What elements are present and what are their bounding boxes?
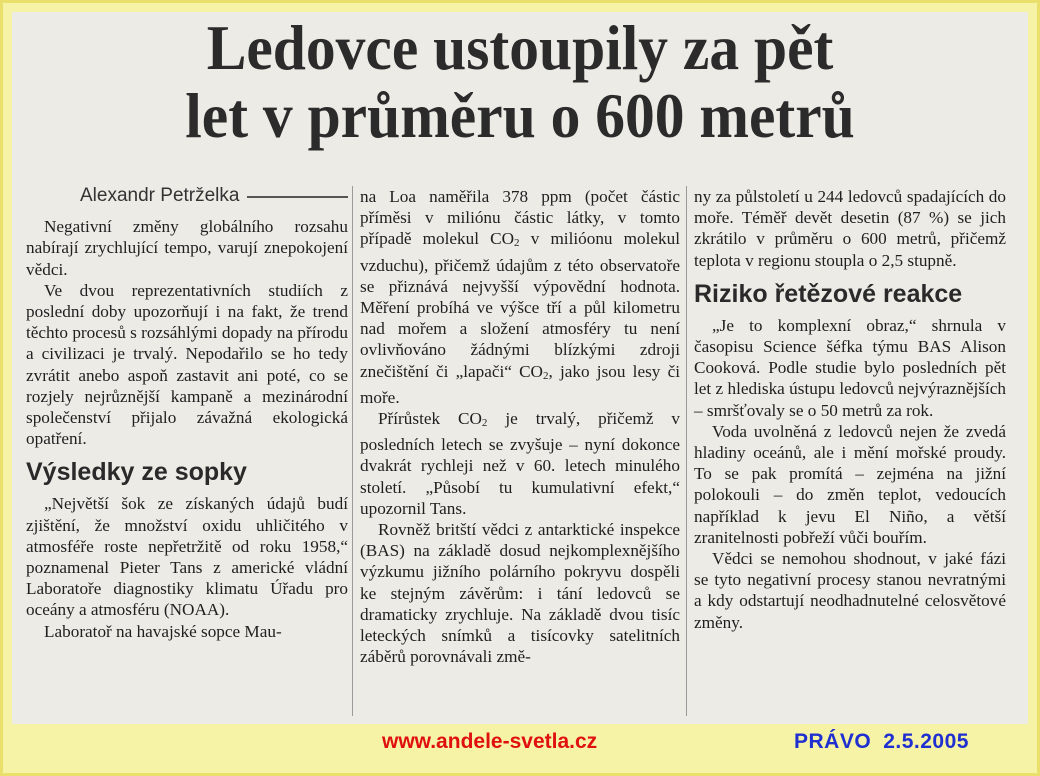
column-3 bbox=[694, 186, 1006, 633]
source-date: 2.5.2005 bbox=[883, 730, 969, 753]
headline-line-2: let v průměru o 600 metrů bbox=[185, 80, 855, 151]
headline-line-1: Ledovce ustoupily za pět bbox=[206, 12, 834, 83]
byline-rule bbox=[247, 196, 348, 198]
column-divider bbox=[686, 186, 687, 716]
text-run: , jako jsou lesy či moře. bbox=[360, 361, 680, 407]
section-heading: Riziko řetězové reakce bbox=[694, 279, 963, 308]
paragraph: „Je to komplexní obraz,“ shrnula v časopisu Science šéfka týmu BAS Alison Cooková. Podle studie bylo posledních pět let z hlediska ústupu ledovců nejvýraznějších – smršťovaly se o 50 metrů za rok. bbox=[694, 315, 1006, 420]
paragraph: Negativní změny globálního rozsahu nabírají zrychlující tempo, varují znepokojení vědci. bbox=[26, 217, 348, 279]
subscript: 2 bbox=[514, 237, 520, 250]
headline bbox=[55, 14, 985, 150]
author-name: Alexandr Petrželka bbox=[80, 185, 240, 206]
paragraph: Vědci se nemohou shodnout, v jaké fázi se tyto negativní procesy stanou nevratnými a kdy odstartují neodhadnutelné celosvětové změny. bbox=[694, 549, 1006, 632]
paragraph bbox=[360, 186, 680, 408]
text-run: je trvalý, přičemž v posledních letech se zvyšuje – nyní dokonce dvakrát rychleji než v 60. letech minulého století. „Působí tu kumulativní efekt,“ upozornil Tans. bbox=[360, 409, 681, 518]
paragraph: Voda uvolněná z ledovců nejen že zvedá hladiny oceánů, ale i mění mořské proudy. To se pak promítá – zejména na jižní polokouli – do změn teplot, vedoucích například k jevu El Niño, a větší zranitelnosti pobřeží vůči bouřím. bbox=[694, 421, 1006, 547]
subscript: 2 bbox=[481, 417, 488, 430]
column-divider bbox=[352, 186, 353, 716]
column-2 bbox=[360, 186, 680, 667]
source-citation bbox=[794, 730, 969, 754]
subscript: 2 bbox=[542, 369, 549, 382]
paragraph: Rovněž britští vědci z antarktické inspekce (BAS) na základě dosud nejkomplexnějšího výzkumu jižního polárního pokryvu dospěli ke stejným závěrům: i tání ledovců se dramaticky zrychluje. Na základě dvou tisíc leteckých snímků a tisícovky satelitních záběrů porovnávali změ- bbox=[360, 520, 680, 667]
paragraph: Laboratoř na havajské sopce Mau- bbox=[44, 621, 282, 641]
paragraph: ny za půlstoletí u 244 ledovců spadajících do moře. Téměř devět desetin (87 %) se jich zkrátilo v průměru o 600 metrů, přičemž teplota v regionu stoupla o 2,5 stupně. bbox=[694, 187, 1006, 270]
paragraph bbox=[360, 408, 680, 519]
text-run: Přírůstek CO bbox=[378, 409, 482, 429]
text-run: v milióonu molekul vzduchu), přičemž údajům z této observatoře se přiznává nejvyšší výpovědní hodnota. Měření probíhá ve výšce tří a půl kilometru nad mořem a složení atmosféry tu není ovlivňováno žádnými blízkými zdroji znečištění či „lapači“ CO bbox=[360, 229, 680, 381]
paragraph: Ve dvou reprezentativních studiích z poslední doby upozorňují i na fakt, že trend těchto procesů s rozsáhlými dopady na přírodu a civilizaci je trvalý. Nepodařilo se ho tedy zvrátit anebo aspoň zastavit ani poté, co se rozjely nejrůznější kampaně a mezinárodní společenství přijalo závažná ekologická opatření. bbox=[26, 280, 348, 449]
source-name: PRÁVO bbox=[794, 730, 872, 753]
website-link[interactable]: www.andele-svetla.cz bbox=[382, 730, 598, 753]
column-1 bbox=[26, 185, 348, 642]
section-heading: Výsledky ze sopky bbox=[26, 458, 247, 487]
text-run: na Loa naměřila 378 ppm (počet částic příměsi v miliónu částic látky, v tomto případě molekul CO bbox=[360, 187, 680, 249]
byline bbox=[26, 185, 348, 206]
paragraph: „Největší šok ze získaných údajů budí zjištění, že množství oxidu uhličitého v atmosféře roste nepřetržitě od roku 1958,“ poznamenal Pieter Tans z americké vládní Laboratoře diagnostiky klimatu Úřadu pro oceány a atmosféru (NOAA). bbox=[26, 494, 348, 620]
